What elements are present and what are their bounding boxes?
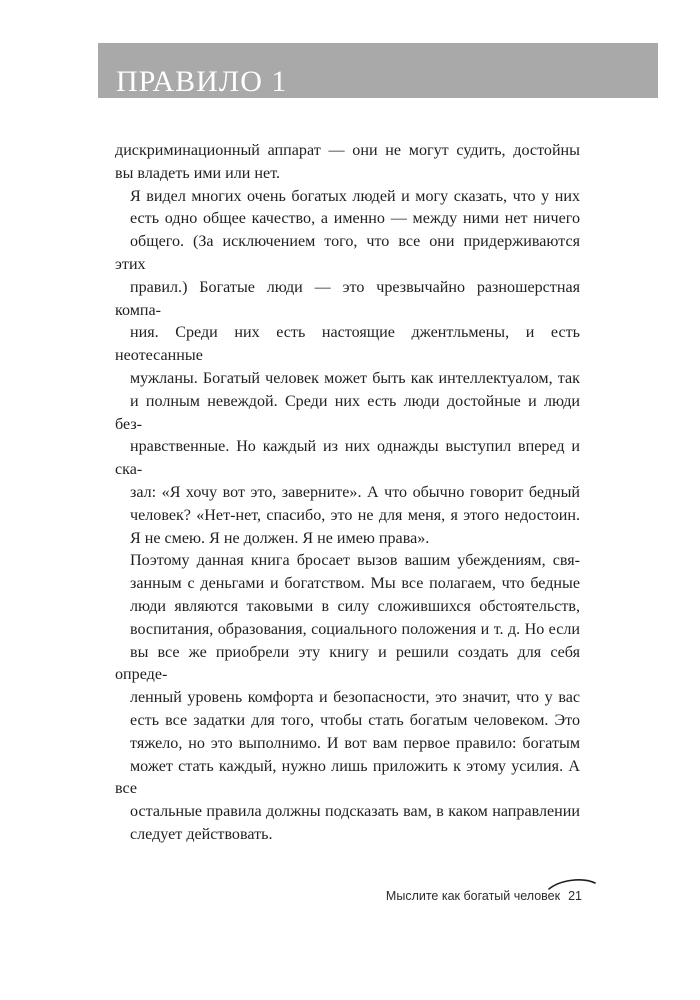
text-line: правил.) Богатые люди — это чрезвычайно разношерстная компа-	[115, 278, 580, 319]
body-text	[115, 140, 580, 847]
chapter-header-band	[98, 43, 658, 98]
text-line: люди являются таковыми в силу сложившихся обстоятельств,	[130, 597, 580, 615]
text-line: вы владеть ими или нет.	[115, 164, 281, 182]
running-title: Мыслите как богатый человек	[385, 889, 561, 903]
text-line: Я не смею. Я не должен. Я не имею права».	[130, 529, 430, 547]
text-line: есть одно общее качество, а именно — между ними нет ничего	[130, 210, 580, 228]
page-number: 21	[568, 889, 582, 903]
text-line: следует действовать.	[130, 825, 273, 843]
paragraph-3	[115, 550, 580, 846]
text-line: и полным невеждой. Среди них есть люди достойные и люди без-	[115, 392, 580, 433]
text-line: остальные правила должны подсказать вам, в каком направлении	[130, 803, 580, 821]
text-line: тяжело, но это выполнимо. И вот вам первое правило: богатым	[130, 734, 580, 752]
text-line: дискриминационный аппарат — они не могут судить, достойны	[115, 142, 580, 159]
text-line: нравственные. Но каждый из них однажды выступил вперед и ска-	[115, 438, 580, 479]
text-line: мужланы. Богатый человек может быть как интеллектуалом, так	[130, 369, 580, 387]
chapter-title: ПРАВИЛО 1	[116, 65, 288, 98]
text-line: есть все задатки для того, чтобы стать богатым человеком. Это	[130, 711, 580, 729]
text-line: Поэтому данная книга бросает вызов вашим убеждениям, свя-	[130, 552, 580, 570]
text-line: ния. Среди них есть настоящие джентльмены, и есть неотесанные	[115, 324, 580, 365]
paragraph-2	[115, 186, 580, 551]
page-footer	[386, 889, 582, 903]
text-line: занным с деньгами и богатством. Мы все полагаем, что бедные	[130, 575, 580, 593]
text-line: общего. (За исключением того, что все они придерживаются этих	[115, 233, 580, 273]
text-line: зал: «Я хочу вот это, заверните». А что обычно говорит бедный	[130, 483, 580, 501]
text-line: воспитания, образования, социального положения и т. д. Но если	[130, 620, 580, 638]
text-line: человек? «Нет-нет, спасибо, это не для меня, я этого недостоин.	[130, 506, 580, 524]
text-line: может стать каждый, нужно лишь приложить к этому усилия. А все	[115, 757, 580, 798]
text-line: Я видел многих очень богатых людей и могу сказать, что у них	[130, 187, 580, 205]
text-line: вы все же приобрели эту книгу и решили создать для себя опреде-	[115, 643, 580, 684]
text-line: ленный уровень комфорта и безопасности, это значит, что у вас	[130, 689, 580, 707]
paragraph-1	[115, 140, 580, 186]
